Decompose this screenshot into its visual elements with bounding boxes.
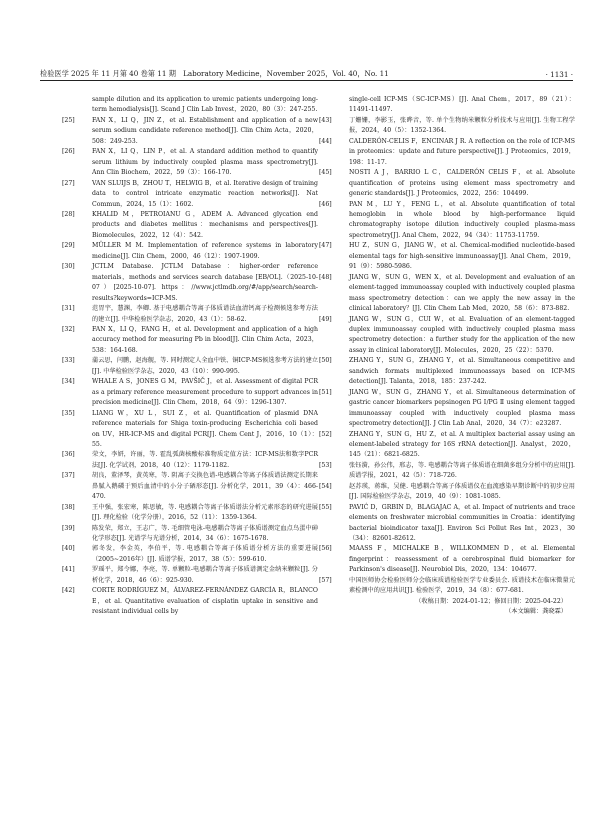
reference-text: single-cell ICP-MS（SC-ICP-MS）[J]. Anal Chem，2017，89（21）：11491-11497. — [349, 96, 575, 114]
reference-entry — [62, 325, 318, 356]
reference-text: NOSTI A J，BARRIO L C，CALDERÓN CELIS F，et al. Absolute quantification of proteins using element mass spectrometry and generic standards[J]. J Proteomics，2022，256：104499. — [349, 169, 575, 198]
reference-text: KHALID M，PETROIANU G，ADEM A. Advanced glycation end products and diabetes mellitus：mechanisms and perspectives[J]. Biomolecules，2022，12（4）：542. — [92, 210, 318, 239]
reference-number: [45] — [319, 169, 332, 177]
reference-number: [48] — [319, 273, 332, 281]
reference-entry — [319, 388, 575, 430]
reference-number: [42] — [62, 587, 75, 595]
reference-number: [25] — [62, 116, 75, 124]
reference-number: [31] — [62, 305, 75, 313]
reference-text: CALDERÓN-CELIS F，ENCINAR J R. A reflection on the role of ICP-MS in proteomics：update and future perspective[J]. J Proteomics，2019，198：11-17. — [349, 137, 575, 166]
reference-number: [41] — [62, 566, 75, 574]
reference-text: 罗瑶平，郑令娜，李亮，等. 单颗粒-电感耦合等离子体质谱测定金纳米颗粒[J]. 分析化学，2018，46（6）：925-930. — [92, 566, 318, 584]
reference-entry — [62, 471, 318, 502]
reference-text: 范胃宇，慧渊，李卿. 基于电感耦合等离子体质谱法血清钙离子检测候选参考方法的建立[J]. 中华检验医学杂志，2020，43（1）：58-62. — [92, 305, 318, 323]
reference-text: ZHANG Y，SUN G，ZHANG Y，et al. Simultaneous competitive and sandwich formats multiplexed immunoassays based on ICP-MS detection[J]. Talanta，2018，185：237-242. — [349, 357, 575, 386]
reference-text: ZHANG Y，SUN G，HU Z，et al. A multiplex bacterial assay using an element-labeled strategy for 16S rRNA detection[J]. Analyst，2020，145（21）：6821-6825. — [349, 430, 575, 459]
reference-text: HU Z，SUN G，JIANG W，et al. Chemical-modified nucleotide-based elemental tags for high-sensitive immunoassay[J]. Anal Chem，2019，91（9）：5980-5986. — [349, 242, 575, 271]
reference-text: MÜLLER M M. Implementation of reference systems in laboratory medicine[J]. Clin Chem，2000，46（12）：1907-1909. — [92, 242, 318, 260]
reference-entry — [62, 356, 318, 377]
reference-text: FAN X，LI Q，JIN Z，et al. Establishment and application of a new serum sodium candidate reference method[J]. Clin Chim Acta，2020，508：249-253. — [92, 116, 318, 145]
reference-text: 赵苏瑛，蒋维，吴健. 电感耦合等离子体质谱仪在血流感染早期诊断中的初步应用[J]. 国际检验医学杂志，2019，40（9）：1081-1085. — [349, 482, 575, 501]
reference-number: [27] — [62, 179, 75, 187]
reference-text: 张钰漪，孙公伟，邢志，等. 电感耦合等离子体质谱在细菌多组分分析中的应用[J]. 质谱学报，2021，42（5）：718-726. — [349, 461, 575, 480]
reference-number: [33] — [62, 357, 75, 365]
received-date-note: （收稿日期：2024-01-12；修回日期：2025-04-22） — [415, 597, 567, 605]
reference-entry — [62, 147, 318, 178]
reference-text: 胡良，董泽琴，黄英寒，等. 阴离子交换色谱-电感耦合等离子体质谱法测定长期来鼻腻入鹅磷于预后血清中的小分子硒形态[J]. 分析化学，2011，39（4）：466-470. — [92, 472, 318, 501]
reference-number: [37] — [62, 472, 75, 480]
reference-entry — [319, 544, 575, 575]
reference-entry — [319, 273, 575, 315]
reference-number: [39] — [62, 524, 75, 532]
reference-number: [32] — [62, 325, 75, 333]
reference-text: JIANG W，SUN G，CUI W，et al. Evaluation of an element-tagged duplex immunoassay coupled with inductively coupled plasma mass spectrometry detection：a further study for the application of the new assay in clinical laboratory[J]. Molecules，2020，25（22）：5370. — [349, 315, 575, 354]
reference-text: WHALE A S，JONES G M，PAVŠIČ J，et al. Assessment of digital PCR as a primary reference measurement procedure to support advances in precision medicine[J]. Clin Chem，2018，64（9）：1296-1307. — [92, 378, 318, 407]
reference-number: [54] — [319, 482, 332, 490]
left-reference-column — [62, 95, 318, 618]
header-rule — [40, 80, 573, 81]
reference-entry — [319, 241, 575, 272]
reference-text: PAN M，LU Y，FENG L，et al. Absolute quantification of total hemoglobin in whole blood by high-performance liquid chromatography isotope dilution inductively coupled plasma-mass spectrometry[J]. Anal Chem，2022，94（34）：11753-11759. — [349, 200, 575, 239]
reference-text: LIANG W，XU L，SUI Z，et al. Quantification of plasmid DNA reference materials for Shiga toxin-producing Escherichia coli based on UV，HR-ICP-MS and digital PCR[J]. Chem Cent J，2016，10（1）：55. — [92, 409, 318, 448]
reference-entry — [319, 461, 575, 482]
reference-entry — [62, 210, 318, 241]
reference-entry — [319, 315, 575, 357]
reference-entry — [319, 116, 575, 137]
reference-entry — [319, 430, 575, 461]
reference-entry — [319, 356, 575, 387]
reference-text: MAASS F，MICHALKE B，WILLKOMMEN D，et al. Elemental fingerprint：reassessment of a cerebrospinal fluid biomarker for Parkinson's disease[J]. Neurobiol Dis，2020，134：104677. — [349, 545, 575, 574]
reference-number: [40] — [62, 545, 75, 553]
reference-number: [44] — [319, 137, 332, 145]
reference-text: 郭冬发，李金英，李伯平，等. 电感耦合等离子体质谱分析方法的重要进展（2005~2016年）[J]. 质谱学报，2017，38（5）：599-610. — [92, 545, 318, 563]
reference-entry — [62, 524, 318, 545]
reference-entry — [319, 137, 575, 168]
reference-entry — [62, 586, 318, 617]
reference-number: [38] — [62, 503, 75, 511]
reference-number: [52] — [319, 430, 332, 438]
reference-entry — [319, 482, 575, 503]
reference-number: [30] — [62, 263, 75, 271]
page-number: · 1131 · — [545, 70, 573, 79]
reference-entry — [62, 409, 318, 451]
journal-header-text: 检验医学 2025 年 11 月第 40 卷第 11 期 Laboratory Medicine，November 2025，Vol. 40，No. 11 — [40, 69, 389, 78]
reference-number: [55] — [319, 503, 332, 511]
reference-entry — [319, 95, 575, 116]
reference-number: [43] — [319, 116, 332, 124]
reference-text: CORTE RODRÍGUEZ M，ÁLVAREZ-FERNÁNDEZ GARCÍA R，BLANCO E，et al. Quantitative evaluation of cisplatin uptake in sensitive and resistant individual cells by — [92, 587, 318, 616]
reference-text: FAN X，LI Q，FANG H，et al. Development and application of a high accuracy method for measuring Pb in blood[J]. Clin Chim Acta，2023，538：164-168. — [92, 325, 318, 354]
reference-number: [49] — [319, 315, 332, 323]
reference-number: [26] — [62, 148, 75, 156]
reference-text: 蒲云思，闫鹏，赵海舰，等. 同时测定人全血中铁、铜ICP-MS候选参考方法的建立[J]. 中华检验医学杂志，2020，43（10）：990-995. — [92, 357, 318, 375]
reference-entry — [62, 450, 318, 471]
reference-number: [50] — [319, 357, 332, 365]
reference-number: [35] — [62, 409, 75, 417]
reference-entry — [319, 200, 575, 242]
reference-entry — [319, 503, 575, 545]
reference-entry — [319, 576, 575, 597]
reference-number: [56] — [319, 545, 332, 553]
reference-text: JIANG W，SUN G，ZHANG Y，et al. Simultaneous determination of gastric cancer biomarkers pepsinogen PG Ⅰ/PG Ⅱ using element tagged immunoassay coupled with inductively coupled plasma mass spectrometry detection[J]. J Clin Lab Anal，2020，34（7）：e23287. — [349, 388, 575, 428]
reference-entry — [62, 503, 318, 524]
reference-text: 陈发荣，郑立，王志广，等. 毛细管电泳-电感耦合等离子体质谱测定血点鸟蛋中砷化学形态[J]. 光谱学与光谱分析，2014，34（6）：1675-1678. — [92, 524, 318, 543]
running-header — [40, 67, 573, 79]
reference-number: [53] — [319, 461, 332, 469]
reference-text: 中国医师协会检验医师分会临床质谱检验医学专业委员会. 质谱技术在临床微量元素检测中的应用共识[J]. 检验医学，2019，34（8）：677-681. — [349, 576, 575, 595]
reference-text: VAN SLUIJS B，ZHOU T，HELWIG B，et al. Iterative design of training data to control intricate enzymatic reaction networks[J]. Nat Commun，2024，15（1）：1602. — [92, 179, 318, 208]
reference-number: [47] — [319, 242, 332, 250]
reference-entry — [62, 241, 318, 262]
reference-text: 王中强，张宏寒，陈思敏，等. 电感耦合等离子体质谱法分析元素形态的研究进展[J]. 理化检验（化学分册），2016，52（11）：1359-1364. — [92, 503, 318, 522]
reference-entry — [62, 95, 318, 116]
reference-number: [28] — [62, 210, 75, 218]
right-reference-column — [319, 95, 575, 618]
reference-entry — [62, 262, 318, 304]
reference-entry — [62, 179, 318, 210]
reference-text: PAVIĆ D，GRBIN D，BLAGAJAC A，et al. Impact of nutrients and trace elements on freshwater microbial communities in Croatia：identifying bacterial bioindicator taxa[J]. Environ Sci Pollut Res Int，2023，30（34）：82601-82612. — [349, 503, 575, 543]
reference-number: [51] — [319, 388, 332, 396]
editor-note: （本文编辑：龚晓霖） — [505, 608, 567, 616]
reference-entry — [319, 168, 575, 199]
reference-text: 丁姗姗，李影玉，张晔音，等. 单个生物纳米颗粒分析技术与应用[J]. 生物工程学报，2024，40（5）：1352-1364. — [349, 116, 575, 135]
reference-number: [57] — [319, 576, 332, 584]
reference-entry — [62, 565, 318, 586]
reference-text: JCTLM Database. JCTLM Database：higher-order reference materials，methods and services search database [EB/OL].（2025-10-07）[2025-10-07]. https：//www.jctlmdb.org/#/app/search/search-results?keywords=ICP-MS. — [92, 263, 318, 302]
reference-entry — [62, 304, 318, 325]
reference-text: 荣文，李妍，许丽，等. 霍乱弧菌核酸标准物质定值方法：ICP-MS法和数字PCR法[J]. 化学试剂，2018，40（12）：1179-1182. — [92, 451, 318, 469]
reference-text: JIANG W，SUN G，WEN X，et al. Development and evaluation of an element-tagged immunoassay coupled with inductively coupled plasma mass spectrometry detection：can we apply the new assay in the clinical laboratory？[J]. Clin Chem Lab Med，2020，58（6）：873-882. — [349, 273, 575, 313]
reference-entry — [62, 377, 318, 408]
reference-entry — [62, 544, 318, 565]
reference-number: [29] — [62, 242, 75, 250]
reference-number: [36] — [62, 451, 75, 459]
reference-number: [34] — [62, 378, 75, 386]
reference-text: FAN X，LI Q，LIN P，et al. A standard addition method to quantify serum lithium by inductively coupled plasma mass spectrometry[J]. Ann Clin Biochem，2022，59（3）：166-170. — [92, 148, 318, 177]
reference-entry — [62, 116, 318, 147]
reference-text: sample dilution and its application to uremic patients undergoing long-term hemodialysis[J]. Scand J Clin Lab Invest，2020，80（3）：247-255. — [92, 96, 318, 114]
reference-number: [46] — [319, 200, 332, 208]
